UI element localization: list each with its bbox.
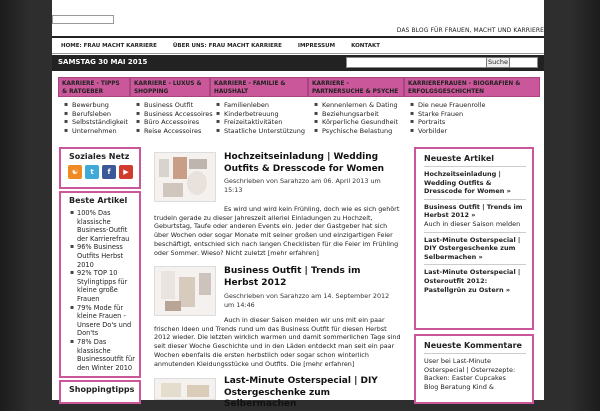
divider bbox=[424, 264, 526, 265]
comment-link[interactable]: User bei Last-Minute Osterspecial | Osterrezepte: Backen: Easter Cupcakes bbox=[424, 357, 516, 383]
category-biografien bbox=[404, 77, 540, 137]
category-link[interactable]: ▪ Kinderbetreuung bbox=[218, 110, 308, 119]
nav-item-about[interactable]: ÜBER UNS: FRAU MACHT KARRIERE bbox=[172, 43, 282, 49]
rss-icon[interactable]: ☯ bbox=[68, 165, 82, 179]
latest-article-link[interactable]: Hochzeitseinladung | Wedding Outfits & Dresscode for Women » bbox=[424, 170, 511, 196]
divider bbox=[424, 353, 526, 354]
best-article-link[interactable]: ▪ 79% Mode für kleine Frauen - Unsere Do's und Don'ts bbox=[69, 304, 135, 338]
post-2 bbox=[154, 266, 402, 370]
header-divider bbox=[52, 36, 544, 38]
category-title[interactable]: KARRIEREFRAUEN - BIOGRAFIEN & ERFOLGSGESCHICHTEN bbox=[404, 77, 540, 97]
logo-placeholder[interactable] bbox=[52, 15, 114, 24]
divider bbox=[424, 232, 526, 233]
post-title[interactable]: Business Outfit | Trends im Herbst 2012 bbox=[224, 266, 361, 288]
latest-comments-box bbox=[414, 334, 534, 404]
category-link[interactable]: ▪ Portraits bbox=[412, 118, 540, 127]
category-luxus bbox=[130, 77, 213, 137]
nav-divider bbox=[52, 53, 544, 54]
best-article-link[interactable]: ▪ 100% Das klassische Business-Outfit der Karrierefrau bbox=[69, 209, 135, 243]
shopping-box bbox=[59, 380, 141, 404]
facebook-icon[interactable]: f bbox=[102, 165, 116, 179]
category-link[interactable]: ▪ Die neue Frauenrolle bbox=[412, 101, 540, 110]
post-thumbnail[interactable] bbox=[154, 378, 216, 400]
category-link[interactable]: ▪ Business Outfit bbox=[138, 101, 210, 110]
category-link[interactable]: ▪ Körperliche Gesundheit bbox=[316, 118, 404, 127]
best-articles-box bbox=[59, 191, 141, 378]
post-title[interactable]: Hochzeitseinladung | Wedding Outfits & Dresscode for Women bbox=[224, 152, 385, 174]
category-link[interactable]: ▪ Staatliche Unterstützung bbox=[218, 127, 308, 136]
date-bar bbox=[52, 55, 544, 71]
category-link[interactable]: ▪ Freizeitaktivitäten bbox=[218, 118, 308, 127]
shopping-title: Shoppingtipps bbox=[69, 385, 135, 394]
category-link[interactable]: ▪ Büro Accessoires bbox=[138, 118, 210, 127]
nav-item-home[interactable]: HOME: FRAU MACHT KARRIERE bbox=[61, 43, 157, 49]
latest-article-link[interactable]: Last-Minute Osterspecial | DIY Ostergeschenke zum Selbermachen » bbox=[424, 235, 521, 261]
category-link[interactable]: ▪ Unternehmen bbox=[66, 127, 130, 136]
best-article-link[interactable]: ▪ 78% Das klassische Businessoutfit für den Winter 2010 bbox=[69, 338, 135, 372]
nav-item-impressum[interactable]: IMPRESSUM bbox=[297, 43, 336, 49]
category-title[interactable]: KARRIERE - LUXUS & SHOPPING bbox=[130, 77, 210, 97]
category-link[interactable]: ▪ Bewerbung bbox=[66, 101, 130, 110]
category-link[interactable]: ▪ Familienleben bbox=[218, 101, 308, 110]
category-link[interactable]: ▪ Psychische Belastung bbox=[316, 127, 404, 136]
main-nav bbox=[52, 39, 544, 53]
post-thumbnail[interactable] bbox=[154, 266, 216, 316]
nav-item-kontakt[interactable]: KONTAKT bbox=[351, 43, 380, 49]
site-tagline: DAS BLOG FÜR FRAUEN, MACHT UND KARRIERE bbox=[396, 27, 544, 34]
category-link[interactable]: ▪ Starke Frauen bbox=[412, 110, 540, 119]
search-button[interactable]: Suche bbox=[486, 57, 510, 68]
category-link[interactable]: ▪ Berufsleben bbox=[66, 110, 130, 119]
category-link[interactable]: ▪ Selbstständigkeit bbox=[66, 118, 130, 127]
divider bbox=[424, 166, 526, 167]
category-link[interactable]: ▪ Business Accessoires bbox=[138, 110, 210, 119]
best-article-link[interactable]: ▪ 92% TOP 10 Stylingtipps für kleine große Frauen bbox=[69, 269, 135, 303]
category-link[interactable]: ▪ Reise Accessoires bbox=[138, 127, 210, 136]
latest-article-link[interactable]: Business Outfit | Trends im Herbst 2012 » bbox=[424, 202, 523, 220]
post-3 bbox=[154, 374, 402, 409]
category-title[interactable]: KARRIERE - FAMILIE & HAUSHALT bbox=[210, 77, 308, 97]
category-link[interactable]: ▪ Beziehungsarbeit bbox=[316, 110, 404, 119]
latest-article-link[interactable]: Last-Minute Osterspecial | Osteroutfit 2012: Pastellgrün zu Ostern » bbox=[424, 268, 521, 294]
latest-articles-box bbox=[414, 147, 534, 330]
comment-link[interactable]: Blog Beratung Kind & bbox=[424, 382, 494, 391]
category-title[interactable]: KARRIERE - PARTNERSUCHE & PSYCHE bbox=[308, 77, 404, 97]
post-excerpt: Auch in dieser Saison melden wir uns mit ein paar frischen Ideen und Trends rund um das Business Outfit für diesen Herbst 2012 wieder. Die letzten wirklich warmen und damit sommerlichen Tage sind seit dieser Woche Geschichte und in den Läden entdeckt man seit ein paar Wochen ebenfalls die ersten herbstlich oder sogar schon winterlich anmutenden Kleidungsstücke und Outfits. Die [mehr erfahren] bbox=[154, 316, 401, 368]
category-title[interactable]: KARRIERE - TIPPS & RATGEBER bbox=[58, 77, 130, 97]
post-meta: Geschrieben von Sarahzzo am 06. April 2013 um 15:13 bbox=[224, 177, 381, 194]
latest-article-excerpt: Auch in dieser Saison melden bbox=[424, 219, 521, 228]
social-box bbox=[59, 147, 141, 189]
post-meta: Geschrieben von Sarahzzo am 14. September 2012 um 14:46 bbox=[224, 292, 390, 309]
latest-title: Neueste Artikel bbox=[424, 154, 495, 163]
social-icons bbox=[61, 161, 139, 179]
category-partnersuche bbox=[308, 77, 404, 137]
category-link[interactable]: ▪ Vorbilder bbox=[412, 127, 540, 136]
youtube-icon[interactable]: ▶ bbox=[119, 165, 133, 179]
post-title[interactable]: Last-Minute Osterspecial | DIY Ostergeschenke zum Selbermachen bbox=[224, 376, 378, 409]
best-title: Beste Artikel bbox=[69, 196, 128, 205]
page bbox=[52, 0, 544, 409]
social-title: Soziales Netz bbox=[69, 152, 130, 161]
best-article-link[interactable]: ▪ 96% Business Outfits Herbst 2010 bbox=[69, 243, 135, 269]
category-familie bbox=[210, 77, 308, 137]
post-thumbnail[interactable] bbox=[154, 152, 216, 202]
post-1 bbox=[154, 152, 402, 264]
comments-title: Neueste Kommentare bbox=[424, 341, 522, 350]
divider bbox=[424, 199, 526, 200]
current-date: SAMSTAG 30 MAI 2015 bbox=[58, 58, 148, 66]
category-link[interactable]: ▪ Kennenlernen & Dating bbox=[316, 101, 404, 110]
post-excerpt: Es wird und wird kein Frühling, doch wie es sich gehört trudeln gerade zu dieser Jahreszeit allerlei Einladungen zu Hochzeit, Geburtstag, Taufe oder anderen Events ein. Jeder der Gastgeber hat sich über Wochen oder sogar Monate mit seiner großen und einzigartigen Feier beschäftigt, entschied sich nach langen Checklisten für die Feier im Frühling oder Sommer. Wieso? Nicht zuletzt [mehr erfahren] bbox=[154, 205, 400, 257]
twitter-icon[interactable]: t bbox=[85, 165, 99, 179]
category-tipps bbox=[58, 77, 130, 137]
